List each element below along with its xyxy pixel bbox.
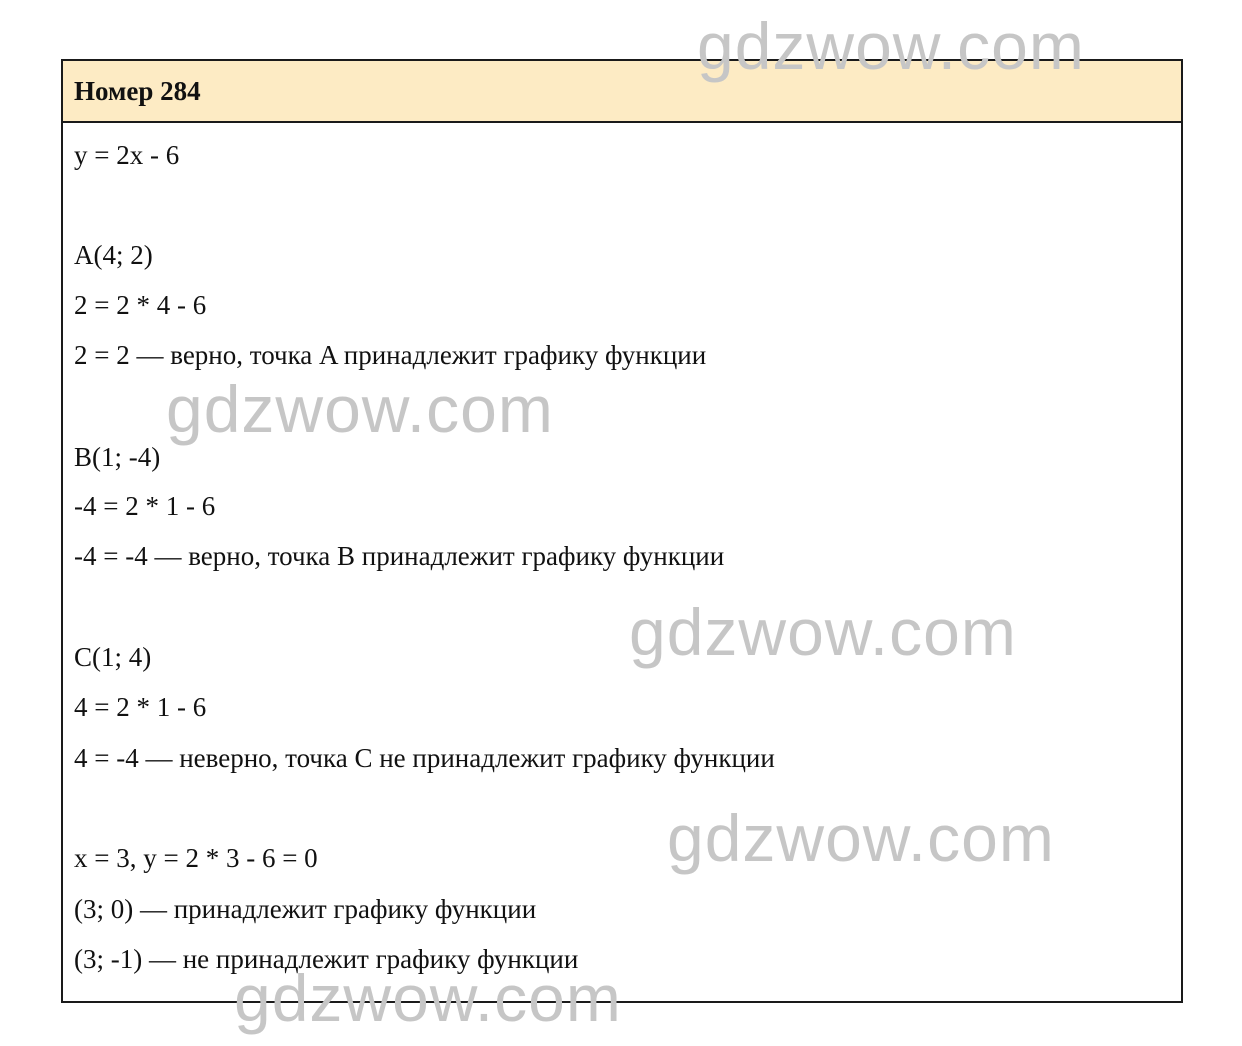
watermark: gdzwow.com bbox=[166, 372, 554, 446]
solution-line: 4 = -4 — неверно, точка C не принадлежит графику функции bbox=[74, 743, 775, 773]
task-title: Номер 284 bbox=[63, 61, 1181, 123]
solution-line: y = 2x - 6 bbox=[74, 140, 180, 170]
watermark: gdzwow.com bbox=[697, 9, 1085, 83]
solution-line: (3; 0) — принадлежит графику функции bbox=[74, 894, 537, 924]
solution-line: 2 = 2 — верно, точка A принадлежит графику функции bbox=[74, 340, 707, 370]
solution-box bbox=[61, 59, 1183, 1003]
solution-line: (3; -1) — не принадлежит графику функции bbox=[74, 944, 579, 974]
watermark: gdzwow.com bbox=[667, 801, 1055, 875]
solution-line: C(1; 4) bbox=[74, 642, 152, 672]
watermark: gdzwow.com bbox=[234, 961, 622, 1035]
solution-line: A(4; 2) bbox=[74, 240, 153, 270]
watermark: gdzwow.com bbox=[629, 595, 1017, 669]
solution-line: 4 = 2 * 1 - 6 bbox=[74, 692, 207, 722]
solution-line: x = 3, y = 2 * 3 - 6 = 0 bbox=[74, 843, 318, 873]
solution-line: 2 = 2 * 4 - 6 bbox=[74, 290, 207, 320]
solution-line: -4 = -4 — верно, точка B принадлежит графику функции bbox=[74, 541, 725, 571]
solution-line: B(1; -4) bbox=[74, 442, 161, 472]
solution-line: -4 = 2 * 1 - 6 bbox=[74, 491, 216, 521]
